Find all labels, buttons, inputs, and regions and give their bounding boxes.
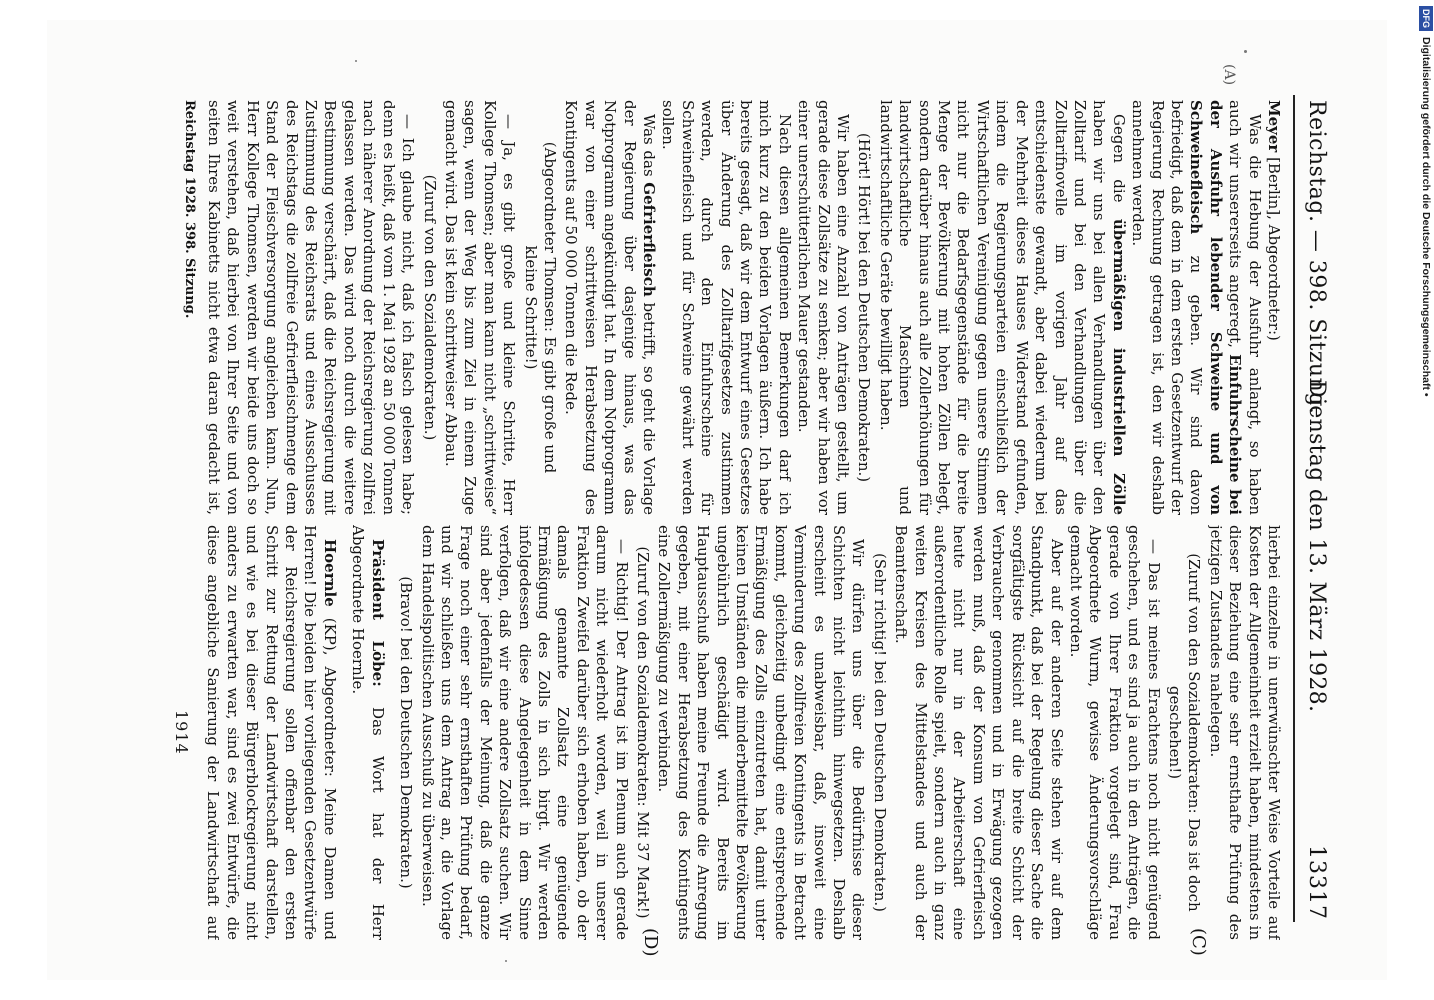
interjection: (Zuruf von den Sozialdemokraten: Mit 37 Mark!): [634, 546, 652, 919]
interjection: (Zuruf von den Sozialdemokraten.): [420, 174, 439, 441]
scanned-page: [47, 20, 1387, 980]
running-header-date: Dienstag den 13. März 1928.: [1304, 380, 1329, 713]
text-column-left: [203, 100, 1283, 515]
paragraph: Was die Hebung der Ausfuhr anlangt, so haben auch wir unsererseits angeregt, Einfuhrscheine bei der Ausfuhr lebender Schweine und von Schweinefleisch zu geben. Wir sind davon befriedigt, daß dem in dem ersten Gesetzentwurf der Regierung Rechnung getragen ist, den wir deshalb annehmen werden.: [1129, 100, 1264, 515]
paragraph: — Das ist meines Erachtens noch nicht genügend geschehen, und es sind ja auch in den Anträgen, die gerade von Ihrer Fraktion vorgelegt sind, Frau Abgeordnete Wurm, gewisse Änderungsvorschläge gemacht worden.: [1066, 525, 1163, 940]
paragraph: Gegen die übermäßigen industriellen Zölle haben wir uns bei allen Verhandlungen über den Zolltarif und bei den Verhandlungen über die Zolltarifnovelle im vorigen Jahr auf das entschiedenste gewandt, aber dabei wiederum bei der Mehrheit dieses Hauses Widerstand gefunden, indem die Regierungsparteien einschließlich der Wirtschaftlichen Vereinigung gegen unsere Stimmen nicht nur die Bedarfsgegenstände für die breite Menge der Bevölkerung mit hohen Zöllen belegt, sondern darüber hinaus auch alle Zollerhöhungen für landwirtschaftliche Maschinen und landwirtschaftliche Geräte bewilligt haben.: [876, 100, 1128, 515]
margin-marker-c: (C): [1188, 928, 1209, 956]
footer-sheet-number: 1914: [172, 710, 191, 755]
interjection: (Zuruf von den Sozialdemokraten: Das ist doch geschehen!): [1165, 553, 1204, 912]
interjection: (Sehr richtig! bei den Deutschen Demokraten.): [870, 552, 889, 912]
paragraph: — Richtig! Der Antrag ist im Plenum auch gerade darum nicht wiederholt worden, weil in unserer Fraktion Zweifel darüber sich erhoben haben, ob der damals genannte Zollsatz eine genügende Ermäßigung des Zolls in sich birgt. Wir werden infolgedessen diese Angelegenheit in dem Sinne verfolgen, daß wir eine andere Zollsatz suchen. Wir sind aber jedenfalls der Meinung, daß die ganze Frage noch einer sehr ernsthaften Prüfung bedarf, und wir schließen uns dem Antrag an, die Vorlage dem Handelspolitischen Ausschuß zu überweisen.: [418, 525, 631, 940]
paragraph: Nach diesen allgemeinen Bemerkungen darf ich mich kurz zu den beiden Vorlagen äußern. Ich habe bereits gesagt, daß wir dem Entwurf eines Gesetzes über Änderung des Zolltarifgesetzes zustimmen werden, durch den Einfuhrscheine für Schweinefleisch und für Schweine gewährt werden sollen.: [659, 100, 794, 515]
header-rule: [1293, 95, 1295, 922]
margin-marker-d: (D): [640, 928, 661, 957]
paragraph: Wir haben eine Anzahl von Anträgen gestellt, um gerade diese Zollsätze zu senken; aber wir haben vor einer unerschütterlichen Mauer gestanden.: [795, 100, 853, 515]
interjection: (Hört! Hört! bei den Deutschen Demokraten.): [855, 132, 874, 483]
paragraph: Hoernle (KP), Abgeordneter: Meine Damen und Herren! Die beiden hier vorliegenden Gesetzentwürfe der Reichsregierung sollen offenbar den ersten Schritt zur Rettung der Landwirtschaft darstellen, und wie es bei dieser Bürgerblockregierung nicht anders zu erwarten war, sind es zwei Entwürfe, die diese angebliche Sanierung der Landwirtschaft auf: [204, 525, 339, 940]
page-number: 13317: [1304, 845, 1329, 920]
paragraph: Aber auf der anderen Seite stehen wir auf dem Standpunkt, daß bei der Regelung dieser Sache die sorgfältigste Rücksicht auf die breite Schicht der Verbraucher genommen und in Erwägung gezogen werden muß, daß der Konsum von Gefrierfleisch heute nicht nur in der Arbeiterschaft eine außerordentliche Rolle spielt, sondern auch in ganz weiten Kreisen des Mittelstandes und auch der Beamtenschaft.: [892, 525, 1066, 940]
dfg-funding-note: Digitalisierung gefördert durch die Deutsche Forschungsgemeinschaft •: [1420, 37, 1432, 397]
interjection: (Abgeordneter Thomsen: Es gibt große und kleine Schritte!): [521, 141, 559, 474]
margin-marker-a: (A): [1221, 64, 1237, 86]
scan-speck: [355, 60, 357, 62]
scan-speck: [505, 960, 507, 962]
paragraph: Was das Gefrierfleisch betrifft, so geht die Vorlage der Regierung über dasjenige hinaus, was das Notprogramm angekündigt hat. In dem Notprogramm war von einer schrittweisen Herabsetzung des Kontingents auf 50 000 Tonnen die Rede.: [562, 100, 658, 515]
dfg-logo: DFG: [1419, 6, 1433, 31]
scan-speck: [1244, 50, 1247, 53]
paragraph: Präsident Löbe: Das Wort hat der Herr Abgeordnete Hoernle.: [349, 525, 387, 940]
interjection: (Bravo! bei den Deutschen Demokraten.): [397, 576, 416, 889]
running-header-left: Reichstag. — 398. Sitzung.: [1304, 100, 1329, 415]
paragraph: — Ja, es gibt große und kleine Schritte, Herr Kollege Thomsen; aber man kann nicht „schrittweise“ sagen, wenn der Weg bis zum Ziel in einem Zuge gemacht wird. Das ist kein schrittweiser Abbau.: [441, 100, 519, 515]
paragraph: — Ich glaube nicht, daß ich falsch gelesen habe; denn es heißt, daß vom 1. Mai 1928 an 50 000 Tonnen nach näherer Anordnung der Reichsregierung zollfrei gelassen werden. Das wird noch durch die weitere Bestimmung verschärft, daß die Reichsregierung mit Zustimmung des Reichsrats und eines Ausschusses des Reichstags die zollfreie Gefrierfleischmenge dem Stand der Fleischversorgung angleichen kann. Nun, Herr Kollege Thomsen, werden wir beide uns doch so weit verstehen, daß hierbei von Ihrer Seite und von seiten Ihres Kabinetts nicht etwa daran gedacht ist,: [205, 100, 418, 515]
footer-source: Reichstag 1928. 398. Sitzung.: [182, 100, 197, 319]
paragraph: Wir dürfen uns über die Bedürfnisse dieser Schichten nicht leichthin hinwegsetzen. Deshalb erscheint es unabweisbar, daß, insoweit eine Verminderung des zollfreien Kontingents in Betracht kommt, gleichzeitig unbedingt eine entsprechende Ermäßigung des Zolls einzutreten hat, damit unter keinen Umständen die minderbemittelte Bevölkerung ungebührlich geschädigt wird. Bereits im Hauptausschuß haben meine Freunde die Anregung gegeben, mit einer Herabsetzung des Kontingents eine Zollermäßigung zu verbinden.: [655, 525, 868, 940]
dfg-sidebar: [1418, 6, 1434, 996]
paragraph: Meyer [Berlin], Abgeordneter:): [1265, 100, 1283, 341]
text-column-right: [203, 525, 1283, 940]
paragraph: hierbei einzelne in unerwünschter Weise Vorteile auf Kosten der Allgemeinheit erzielt haben, mindestens in dieser Beziehung eine sehr ernsthafte Prüfung des jetzigen Zustandes nahelegen.: [1206, 525, 1283, 940]
